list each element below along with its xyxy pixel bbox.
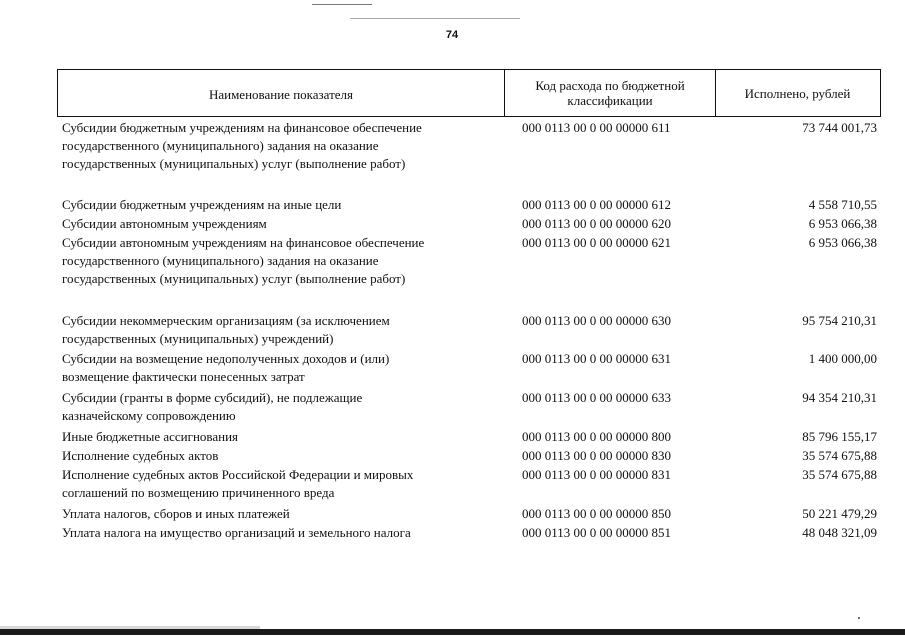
- row-name: Субсидии на возмещение недополученных доходов и (или) возмещение фактически понесенных затрат: [62, 351, 390, 384]
- row-amount: 6 953 066,38: [808, 216, 877, 231]
- row-name: Субсидии бюджетным учреждениям на финансовое обеспечение государственного (муниципального) задания на оказание государственных (муниципальных) услуг (выполнение работ): [62, 120, 422, 171]
- row-name: Субсидии некоммерческим организациям (за исключением государственных (муниципальных) учреждений): [62, 313, 390, 346]
- header-amount: Исполнено, рублей: [744, 85, 851, 101]
- scan-mark-line: [312, 4, 372, 5]
- table-header: [57, 69, 881, 117]
- row-code: 000 0113 00 0 00 00000 621: [522, 235, 672, 250]
- row-code: 000 0113 00 0 00 00000 633: [522, 390, 672, 405]
- header-name: Наименование показателя: [58, 70, 505, 116]
- row-name: Исполнение судебных актов: [62, 448, 219, 463]
- row-code: 000 0113 00 0 00 00000 612: [522, 197, 672, 212]
- row-name: Субсидии бюджетным учреждениям на иные цели: [62, 197, 342, 212]
- row-amount: 94 354 210,31: [802, 390, 877, 405]
- row-name: Исполнение судебных актов Российской Федерации и мировых соглашений по возмещению причиненного вреда: [62, 467, 414, 500]
- row-code: 000 0113 00 0 00 00000 850: [522, 506, 672, 521]
- row-amount: 95 754 210,31: [802, 313, 877, 328]
- row-code: 000 0113 00 0 00 00000 620: [522, 216, 672, 231]
- row-name: Иные бюджетные ассигнования: [62, 429, 239, 444]
- row-code: 000 0113 00 0 00 00000 800: [522, 429, 672, 444]
- scan-mark-line: [350, 18, 520, 19]
- row-code: 000 0113 00 0 00 00000 830: [522, 448, 672, 463]
- row-name: Субсидии автономным учреждениям на финансовое обеспечение государственного (муниципального) задания на оказание государственных (муниципальных) услуг (выполнение работ): [62, 235, 425, 286]
- row-name: Уплата налога на имущество организаций и земельного налога: [62, 525, 411, 540]
- row-code: 000 0113 00 0 00 00000 630: [522, 313, 672, 328]
- row-name: Субсидии (гранты в форме субсидий), не подлежащие казначейскому сопровождению: [62, 390, 363, 423]
- row-amount: 50 221 479,29: [802, 506, 877, 521]
- row-name: Субсидии автономным учреждениям: [62, 216, 267, 231]
- row-amount: 85 796 155,17: [802, 429, 877, 444]
- row-amount: 48 048 321,09: [802, 525, 877, 540]
- header-code: Код расхода по бюджетной классификации: [505, 70, 716, 116]
- row-amount: 73 744 001,73: [802, 120, 877, 135]
- row-name: Уплата налогов, сборов и иных платежей: [62, 506, 290, 521]
- scan-bottom-edge: [0, 629, 905, 635]
- row-amount: 4 558 710,55: [808, 197, 877, 212]
- row-amount: 1 400 000,00: [808, 351, 877, 366]
- row-amount: 6 953 066,38: [808, 235, 877, 250]
- row-amount: 35 574 675,88: [802, 448, 877, 463]
- scan-speck: [858, 617, 860, 619]
- row-amount: 35 574 675,88: [802, 467, 877, 482]
- page-number: 74: [445, 29, 459, 41]
- row-code: 000 0113 00 0 00 00000 831: [522, 467, 672, 482]
- row-code: 000 0113 00 0 00 00000 631: [522, 351, 672, 366]
- row-code: 000 0113 00 0 00 00000 611: [522, 120, 671, 135]
- row-code: 000 0113 00 0 00 00000 851: [522, 525, 672, 540]
